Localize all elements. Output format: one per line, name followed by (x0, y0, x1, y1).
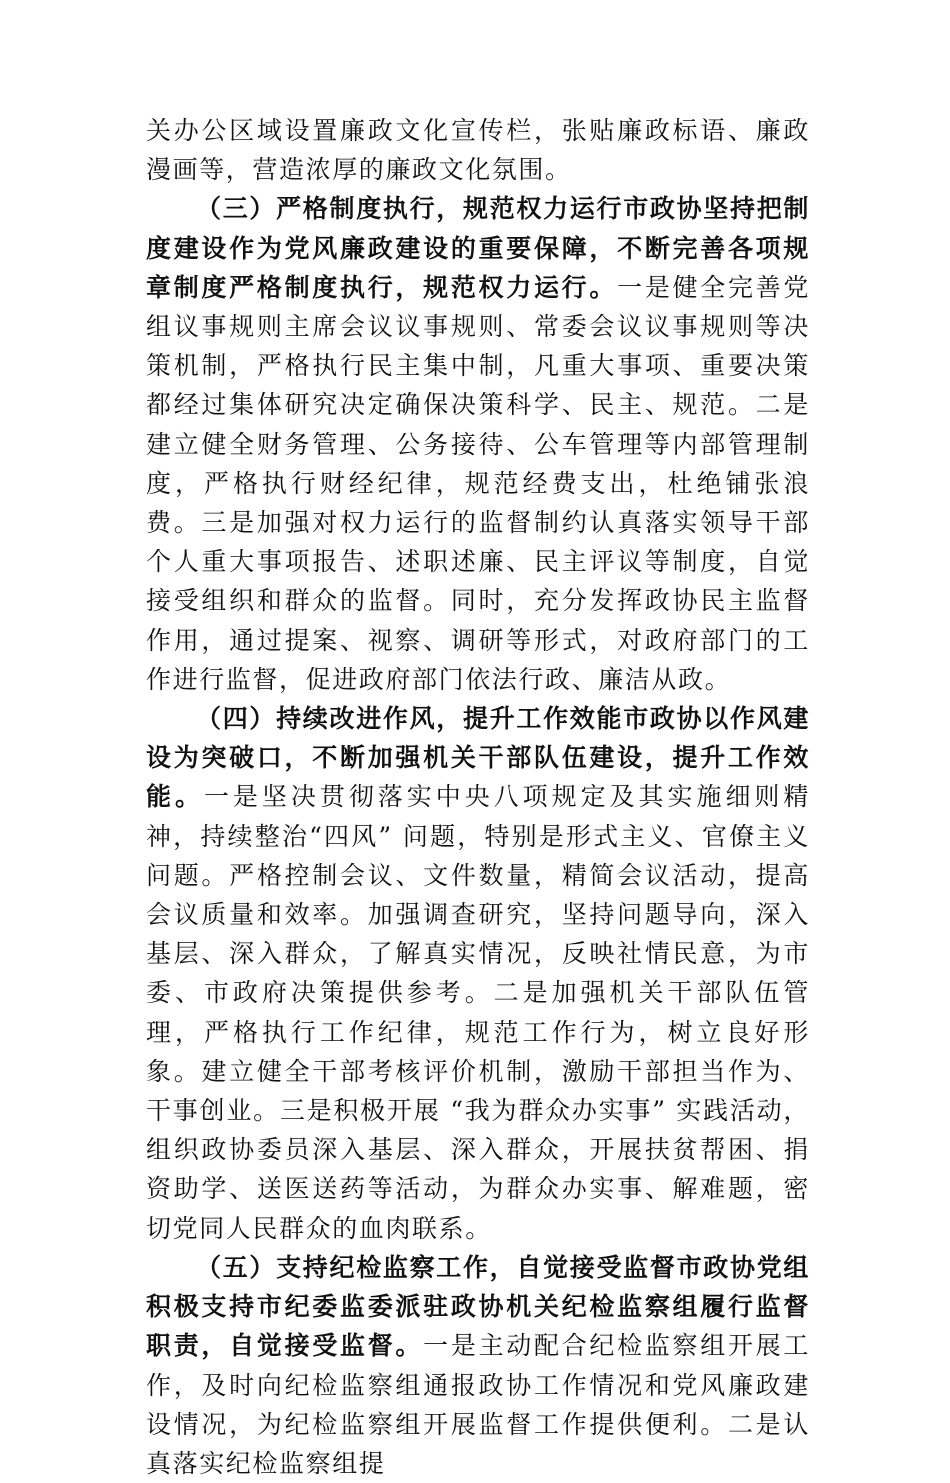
paragraph-continuation (146, 111, 810, 189)
paragraph-text: 关办公区域设置廉政文化宣传栏，张贴廉政标语、廉政漫画等，营造浓厚的廉政文化氛围。 (146, 116, 810, 185)
section-4-heading: （四）持续改进作风，提升工作效能 (196, 704, 624, 734)
section-3-lead-bold: 严格制度执行，规范权力运行。 (229, 272, 618, 302)
section-3-lead: 市政协坚持把制度建设作为党风廉政建设的重要保障，不断完善各项规章制度 (146, 194, 811, 302)
section-5-heading: （五）支持纪检监察工作，自觉接受监督 (196, 1252, 677, 1282)
section-5-lead-bold: 自觉接受监督。 (229, 1331, 424, 1361)
section-5-body: 一是主动配合纪检监察组开展工作，及时向纪检监察组通报政协工作情况和党风廉政建设情况，为纪检监察组开展监督工作提供便利。二是认真落实纪检监察组提 (146, 1331, 810, 1478)
section-4-body: 一是坚决贯彻落实中央八项规定及其实施细则精神，持续整治“四风” 问题，特别是形式主义、官僚主义问题。严格控制会议、文件数量，精简会议活动，提高会议质量和效率。加强调查研究，坚持问题导向，深入基层、深入群众，了解真实情况，反映社情民意，为市委、市政府决策提供参考。二是加强机关干部队伍管理，严格执行工作纪律，规范工作行为，树立良好形象。建立健全干部考核评价机制，激励干部担当作为、干事创业。三是积极开展 “我为群众办实事” 实践活动，组织政协委员深入基层、深入群众，开展扶贫帮困、捐资助学、送医送药等活动，为群众办实事、解难题，密切党同人民群众的血肉联系。 (146, 782, 810, 1243)
section-5-lead: 市政协党组积极支持市纪委监委派驻政协机关纪检监察组履行监督职责， (146, 1252, 810, 1361)
section-4-lead: 市政协以作风建设为突破口， (146, 704, 811, 773)
section-4-paragraph (146, 699, 810, 1248)
section-3-paragraph (146, 189, 810, 699)
section-3-heading: （三）严格制度执行，规范权力运行 (196, 194, 624, 224)
section-5-paragraph (146, 1248, 810, 1483)
section-4-lead-bold: 不断加强机关干部队伍建设，提升工作效能。 (146, 743, 810, 812)
section-3-body: 一是健全完善党组议事规则主席会议议事规则、常委会议议事规则等决策机制，严格执行民主集中制，凡重大事项、重要决策都经过集体研究决定确保决策科学、民主、规范。二是建立健全财务管理、公务接待、公车管理等内部管理制度，严格执行财经纪律，规范经费支出，杜绝铺张浪费。三是加强对权力运行的监督制约认真落实领导干部个人重大事项报告、述职述廉、民主评议等制度，自觉接受组织和群众的监督。同时，充分发挥政协民主监督作用，通过提案、视察、调研等形式，对政府部门的工作进行监督，促进政府部门依法行政、廉洁从政。 (146, 272, 810, 694)
document-body (146, 111, 810, 1483)
